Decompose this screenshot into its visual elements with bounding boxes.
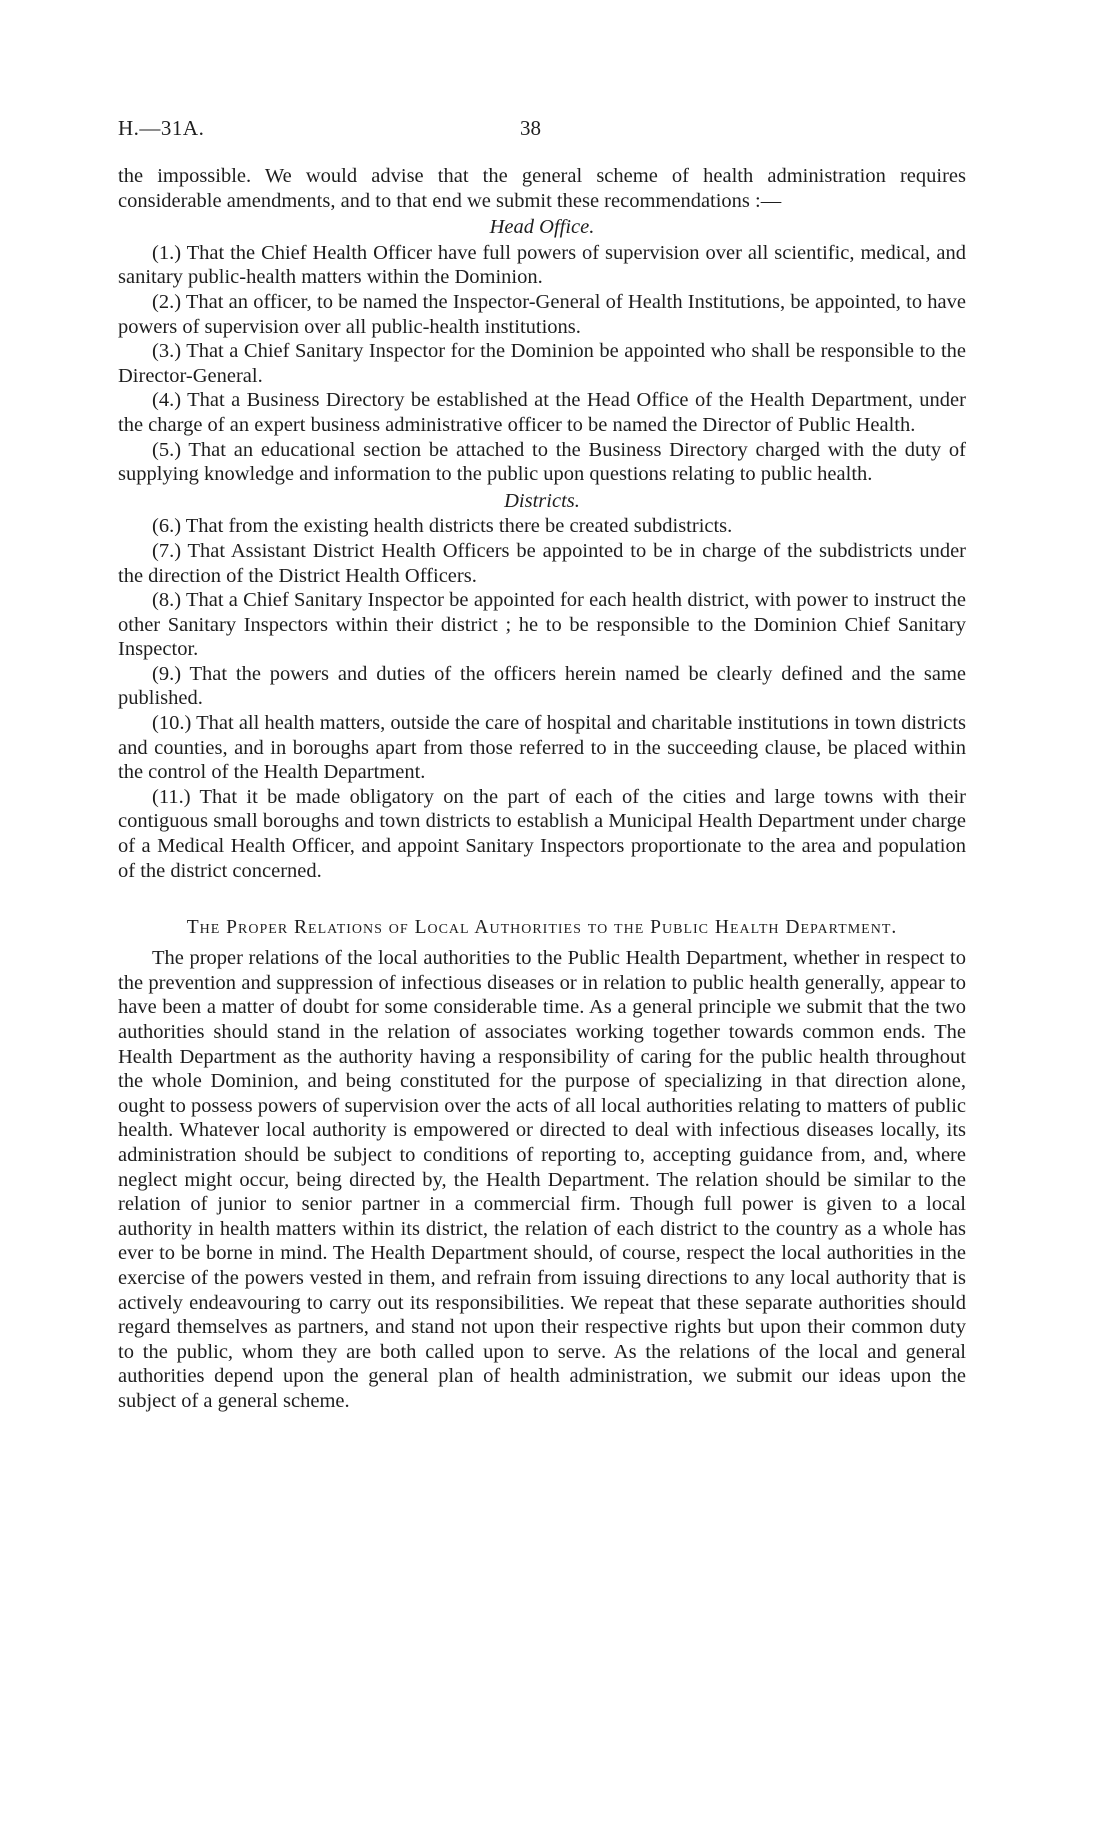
recommendation-6: (6.) That from the existing health districts there be created subdistricts. xyxy=(152,515,733,538)
recommendation-9: (9.) That the powers and duties of the officers herein named be clearly defined and the same published. xyxy=(118,662,966,710)
recommendation-2: (2.) That an officer, to be named the Inspector-General of Health Institutions, be appointed, to have powers of supervision over all public-health institutions. xyxy=(118,290,966,338)
recommendation-11: (11.) That it be made obligatory on the part of each of the cities and large towns with their contiguous small boroughs and town districts to establish a Municipal Health Department under charge of a Medical Health Officer, and appoint Sanitary Inspectors proportionate to the area and population of the district concerned. xyxy=(118,785,966,882)
page-number: 38 xyxy=(520,116,541,140)
recommendation-5: (5.) That an educational section be attached to the Business Directory charged with the duty of supplying knowledge and information to the public upon questions relating to public health. xyxy=(118,438,966,486)
head-office-heading: Head Office. xyxy=(489,216,595,239)
recommendation-4: (4.) That a Business Directory be established at the Head Office of the Health Department, under the charge of an expert business administrative officer to be named the Director of Public Health. xyxy=(118,389,966,436)
recommendation-3: (3.) That a Chief Sanitary Inspector for the Dominion be appointed who shall be responsible to the Director-General. xyxy=(118,340,966,387)
recommendation-1: (1.) That the Chief Health Officer have full powers of supervision over all scientific, medical, and sanitary public-health matters within the Dominion. xyxy=(118,241,966,289)
document-reference: H.—31A. xyxy=(118,116,205,140)
relations-paragraph: The proper relations of the local authorities to the Public Health Department, whether in respect to the prevention and suppression of infectious diseases or in relation to public health generally, appear to have been a matter of doubt for some considerable time. As a general principle we submit that the two authorities should stand in the relation of associates working together towards common ends. The Health Department as the authority having a responsibility of caring for the public health throughout the whole Dominion, and being constituted for the purpose of specializing in that direction alone, ought to possess powers of supervision over the acts of all local authorities relating to matters of public health. Whatever local authority is empowered or directed to deal with infectious diseases locally, its administration should be subject to conditions of reporting to, accepting guidance from, and, where neglect might occur, being directed by, the Health Department. The relation should be similar to the relation of junior to senior partner in a commercial firm. Though full power is given to a local authority in health matters within its district, the relation of each district to the country as a whole has ever to be borne in mind. The Health Department should, of course, respect the local authorities in the exercise of the powers vested in them, and refrain from issuing directions to any local authority that is actively endeavouring to carry out its responsibilities. We repeat that these separate authorities should regard themselves as partners, and stand not upon their respective rights but upon their common duty to the public, whom they are both called upon to serve. As the relations of the local and general authorities depend upon the general plan of health administration, we submit our ideas upon the subject of a general scheme. xyxy=(118,947,966,1412)
page-body xyxy=(118,164,966,1414)
recommendation-8: (8.) That a Chief Sanitary Inspector be appointed for each health district, with power to instruct the other Sanitary Inspectors within their district ; he to be responsible to the Dominion Chief Sanitary Inspector. xyxy=(118,589,966,661)
intro-paragraph: the impossible. We would advise that the general scheme of health administration requires considerable amendments, and to that end we submit these recommendations :— xyxy=(118,165,966,212)
districts-heading: Districts. xyxy=(504,489,580,512)
relations-section-heading: The Proper Relations of Local Authorities to the Public Health Department. xyxy=(186,917,898,939)
recommendation-7: (7.) That Assistant District Health Officers be appointed to be in charge of the subdistricts under the direction of the District Health Officers. xyxy=(118,539,966,587)
recommendation-10: (10.) That all health matters, outside the care of hospital and charitable institutions in town districts and counties, and in boroughs apart from those referred to in the succeeding clause, be placed within the control of the Health Department. xyxy=(118,712,966,784)
